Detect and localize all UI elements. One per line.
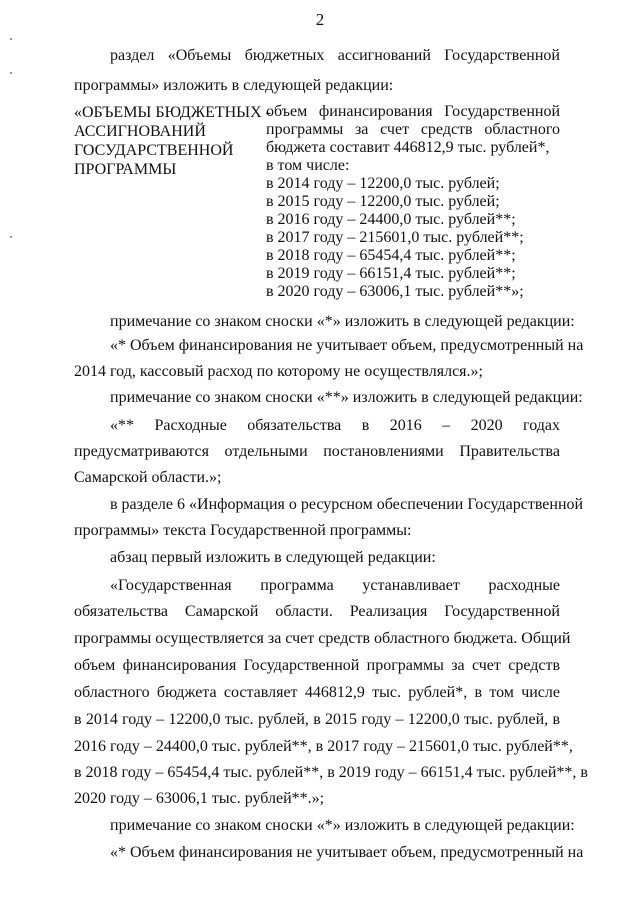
intro-line: программы» изложить в следующей редакции: (74, 77, 394, 94)
paragraph-line: областного бюджета составляет 446812,9 тыс. рублей*, в том числе (74, 684, 560, 701)
table-left-column (74, 103, 271, 179)
table-right-column (266, 103, 560, 301)
table-right-line: в 2019 году – 66151,4 тыс. рублей**; (266, 265, 516, 282)
paragraph-line: обязательства Самарской области. Реализация Государственной (74, 603, 560, 620)
intro-line: раздел «Объемы бюджетных ассигнований Государственной (110, 47, 560, 64)
table-right-line: в 2016 году – 24400,0 тыс. рублей**; (266, 211, 516, 228)
paragraph-line: в разделе 6 «Информация о ресурсном обеспечении Государственной (110, 496, 584, 513)
table-right-line: в 2018 году – 65454,4 тыс. рублей**; (266, 247, 516, 264)
paragraph-line: «** Расходные обязательства в 2016 – 2020 годах (110, 417, 560, 434)
paragraph-line: программы» текста Государственной программы: (74, 522, 412, 539)
table-left-line: «ОБЪЕМЫ БЮДЖЕТНЫХ - (74, 104, 271, 121)
table-right-line: программы за счет средств областного (266, 121, 560, 138)
table-left-line: ПРОГРАММЫ (74, 161, 177, 178)
scan-mark (10, 236, 12, 238)
table-right-line: в том числе: (266, 157, 350, 174)
paragraph-line: примечание со знаком сноски «**» изложить в следующей редакции: (110, 389, 583, 406)
paragraph-line: примечание со знаком сноски «*» изложить в следующей редакции: (110, 817, 575, 834)
paragraph-line: 2014 год, кассовый расход по которому не осуществлялся.»; (74, 363, 483, 380)
paragraph-line: «* Объем финансирования не учитывает объем, предусмотренный на (110, 337, 584, 354)
table-left-line: ГОСУДАРСТВЕННОЙ (74, 142, 234, 159)
paragraph-line: абзац первый изложить в следующей редакции: (110, 549, 436, 566)
table-right-line: в 2014 году – 12200,0 тыс. рублей; (266, 175, 500, 192)
table-right-line: в 2015 году – 12200,0 тыс. рублей; (266, 193, 500, 210)
table-right-line: в 2017 году – 215601,0 тыс. рублей**; (266, 229, 524, 246)
table-right-line: в 2020 году – 63006,1 тыс. рублей**»; (266, 283, 524, 300)
scan-mark (10, 72, 12, 74)
page-number: 2 (315, 10, 325, 29)
table-right-line: бюджета составит 446812,9 тыс. рублей*, (266, 139, 550, 156)
scan-mark (10, 38, 12, 40)
paragraph-line: «* Объем финансирования не учитывает объем, предусмотренный на (110, 844, 584, 861)
paragraph-line: предусматриваются отдельными постановлениями Правительства (74, 443, 560, 460)
paragraph-line: 2020 году – 63006,1 тыс. рублей**.»; (74, 790, 325, 807)
paragraph-line: программы осуществляется за счет средств областного бюджета. Общий (74, 630, 571, 647)
paragraph-line: объем финансирования Государственной программы за счет средств (74, 657, 560, 674)
table-left-line: АССИГНОВАНИЙ (74, 123, 206, 140)
paragraph-line: в 2018 году – 65454,4 тыс. рублей**, в 2019 году – 66151,4 тыс. рублей**, в (74, 764, 588, 781)
paragraph-line: 2016 году – 24400,0 тыс. рублей**, в 2017 году – 215601,0 тыс. рублей**, (74, 738, 573, 755)
paragraph-line: в 2014 году – 12200,0 тыс. рублей, в 2015 году – 12200,0 тыс. рублей, в (74, 711, 560, 728)
paragraph-line: примечание со знаком сноски «*» изложить в следующей редакции: (110, 313, 575, 330)
paragraph-line: Самарской области.»; (74, 469, 222, 486)
table-right-line: объем финансирования Государственной (266, 103, 560, 120)
paragraph-line: «Государственная программа устанавливает расходные (110, 577, 560, 594)
